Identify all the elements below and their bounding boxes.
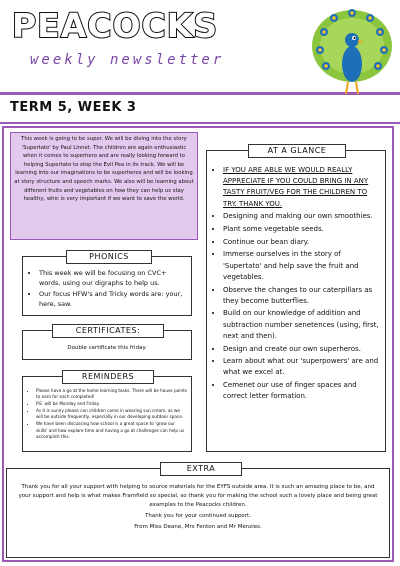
at-a-glance-title: AT A GLANCE bbox=[248, 144, 346, 158]
newsletter-subtitle: weekly newsletter bbox=[30, 52, 225, 68]
reminders-list bbox=[23, 388, 191, 441]
list-item: • IF YOU ARE ABLE WE WOULD REALLY APPRECIATE IF YOU COULD BRING IN ANY TASTY FRUIT/VEG FOR THE CHILDREN TO TRY. THANK YOU. bbox=[223, 165, 381, 210]
list-item: • Please have a go at the home learning tasks. There will be house points to earn for each completed! bbox=[36, 388, 187, 400]
list-item: • Learn about what our 'superpowers' are and what we excel at. bbox=[223, 356, 381, 378]
list-item: • Build on our knowledge of addition and subtraction number senetences (using, first, next and then). bbox=[223, 308, 381, 342]
extra-paragraph: Thank you for your continued support. bbox=[145, 513, 251, 519]
phonics-box bbox=[22, 256, 192, 316]
term-bar bbox=[0, 96, 400, 124]
list-item: • Plant some vegetable seeds. bbox=[223, 224, 381, 235]
extra-paragraph: From Miss Deane, Mrs Fenton and Mr Menzies. bbox=[134, 524, 262, 530]
list-item: • Observe the changes to our caterpillars as they become butterflies. bbox=[223, 285, 381, 307]
extra-title: EXTRA bbox=[160, 462, 242, 476]
extra-text bbox=[15, 483, 381, 534]
reminders-title: REMINDERS bbox=[62, 370, 154, 384]
peacock-icon bbox=[304, 2, 394, 102]
list-item: • Immerse ourselves in the story of 'Supertato' and help save the fruit and vegetables. bbox=[223, 249, 381, 283]
reminders-box bbox=[22, 376, 192, 452]
list-item: • Cemenet our use of finger spaces and correct letter formation. bbox=[223, 380, 381, 402]
newsletter-title: PEACOCKS bbox=[12, 6, 219, 45]
certificates-title: CERTIFICATES: bbox=[52, 324, 164, 338]
list-item: • P.E. will be Monday and Friday. bbox=[36, 401, 187, 407]
at-a-glance-box bbox=[206, 150, 386, 452]
extra-box bbox=[6, 468, 390, 558]
list-item: • Continue our bean diary. bbox=[223, 237, 381, 248]
certificates-text: Double certificate this friday. bbox=[67, 345, 147, 351]
list-item: • Our focus HFW's and Tricky words are: your, here, saw. bbox=[39, 290, 187, 309]
phonics-title: PHONICS bbox=[66, 250, 152, 264]
extra-paragraph: Thank you for all your support with helping to source materials for the EYFS outside area. It is such an amazing place to be, and your support and help is what makes Framfield so special, so thank you for making the school such a lovely place and being great examples to the Peacocks children. bbox=[18, 484, 378, 508]
list-item: • Designing and making our own smoothies. bbox=[223, 211, 381, 222]
term-week-label: TERM 5, WEEK 3 bbox=[10, 100, 137, 115]
list-item: • We have been discussing how school is a great space to 'grow our skills' and how explore time and having a go at challenges can help us accomplish this. bbox=[36, 421, 187, 439]
intro-text: This week is going to be super. We will be diving into the story 'Supertato' by Paul Linnet. The children are again enthusiastic when it comes to superhero and are really looking forward to helping Supertato to stop the Evil Pea in its track. We will be learning into our imaginations to be superheros and will be looking at story structure and speech marks. We also will be learning about different fruits and vegetables on how they can help us stay healthy, whic is very important if we want to save the world. bbox=[10, 132, 198, 240]
list-item: • As it is sunny please can children come in wearing sun cream, as we will be outside frequently, especially in our developing outdoor space. bbox=[36, 408, 187, 420]
list-item: • Design and create our own superheros. bbox=[223, 344, 381, 355]
phonics-list bbox=[23, 269, 191, 311]
header bbox=[0, 0, 400, 95]
glance-list bbox=[207, 165, 385, 404]
list-item: • This week we will be focusing on CVC+ words, using our digraphs to help us. bbox=[39, 269, 187, 288]
